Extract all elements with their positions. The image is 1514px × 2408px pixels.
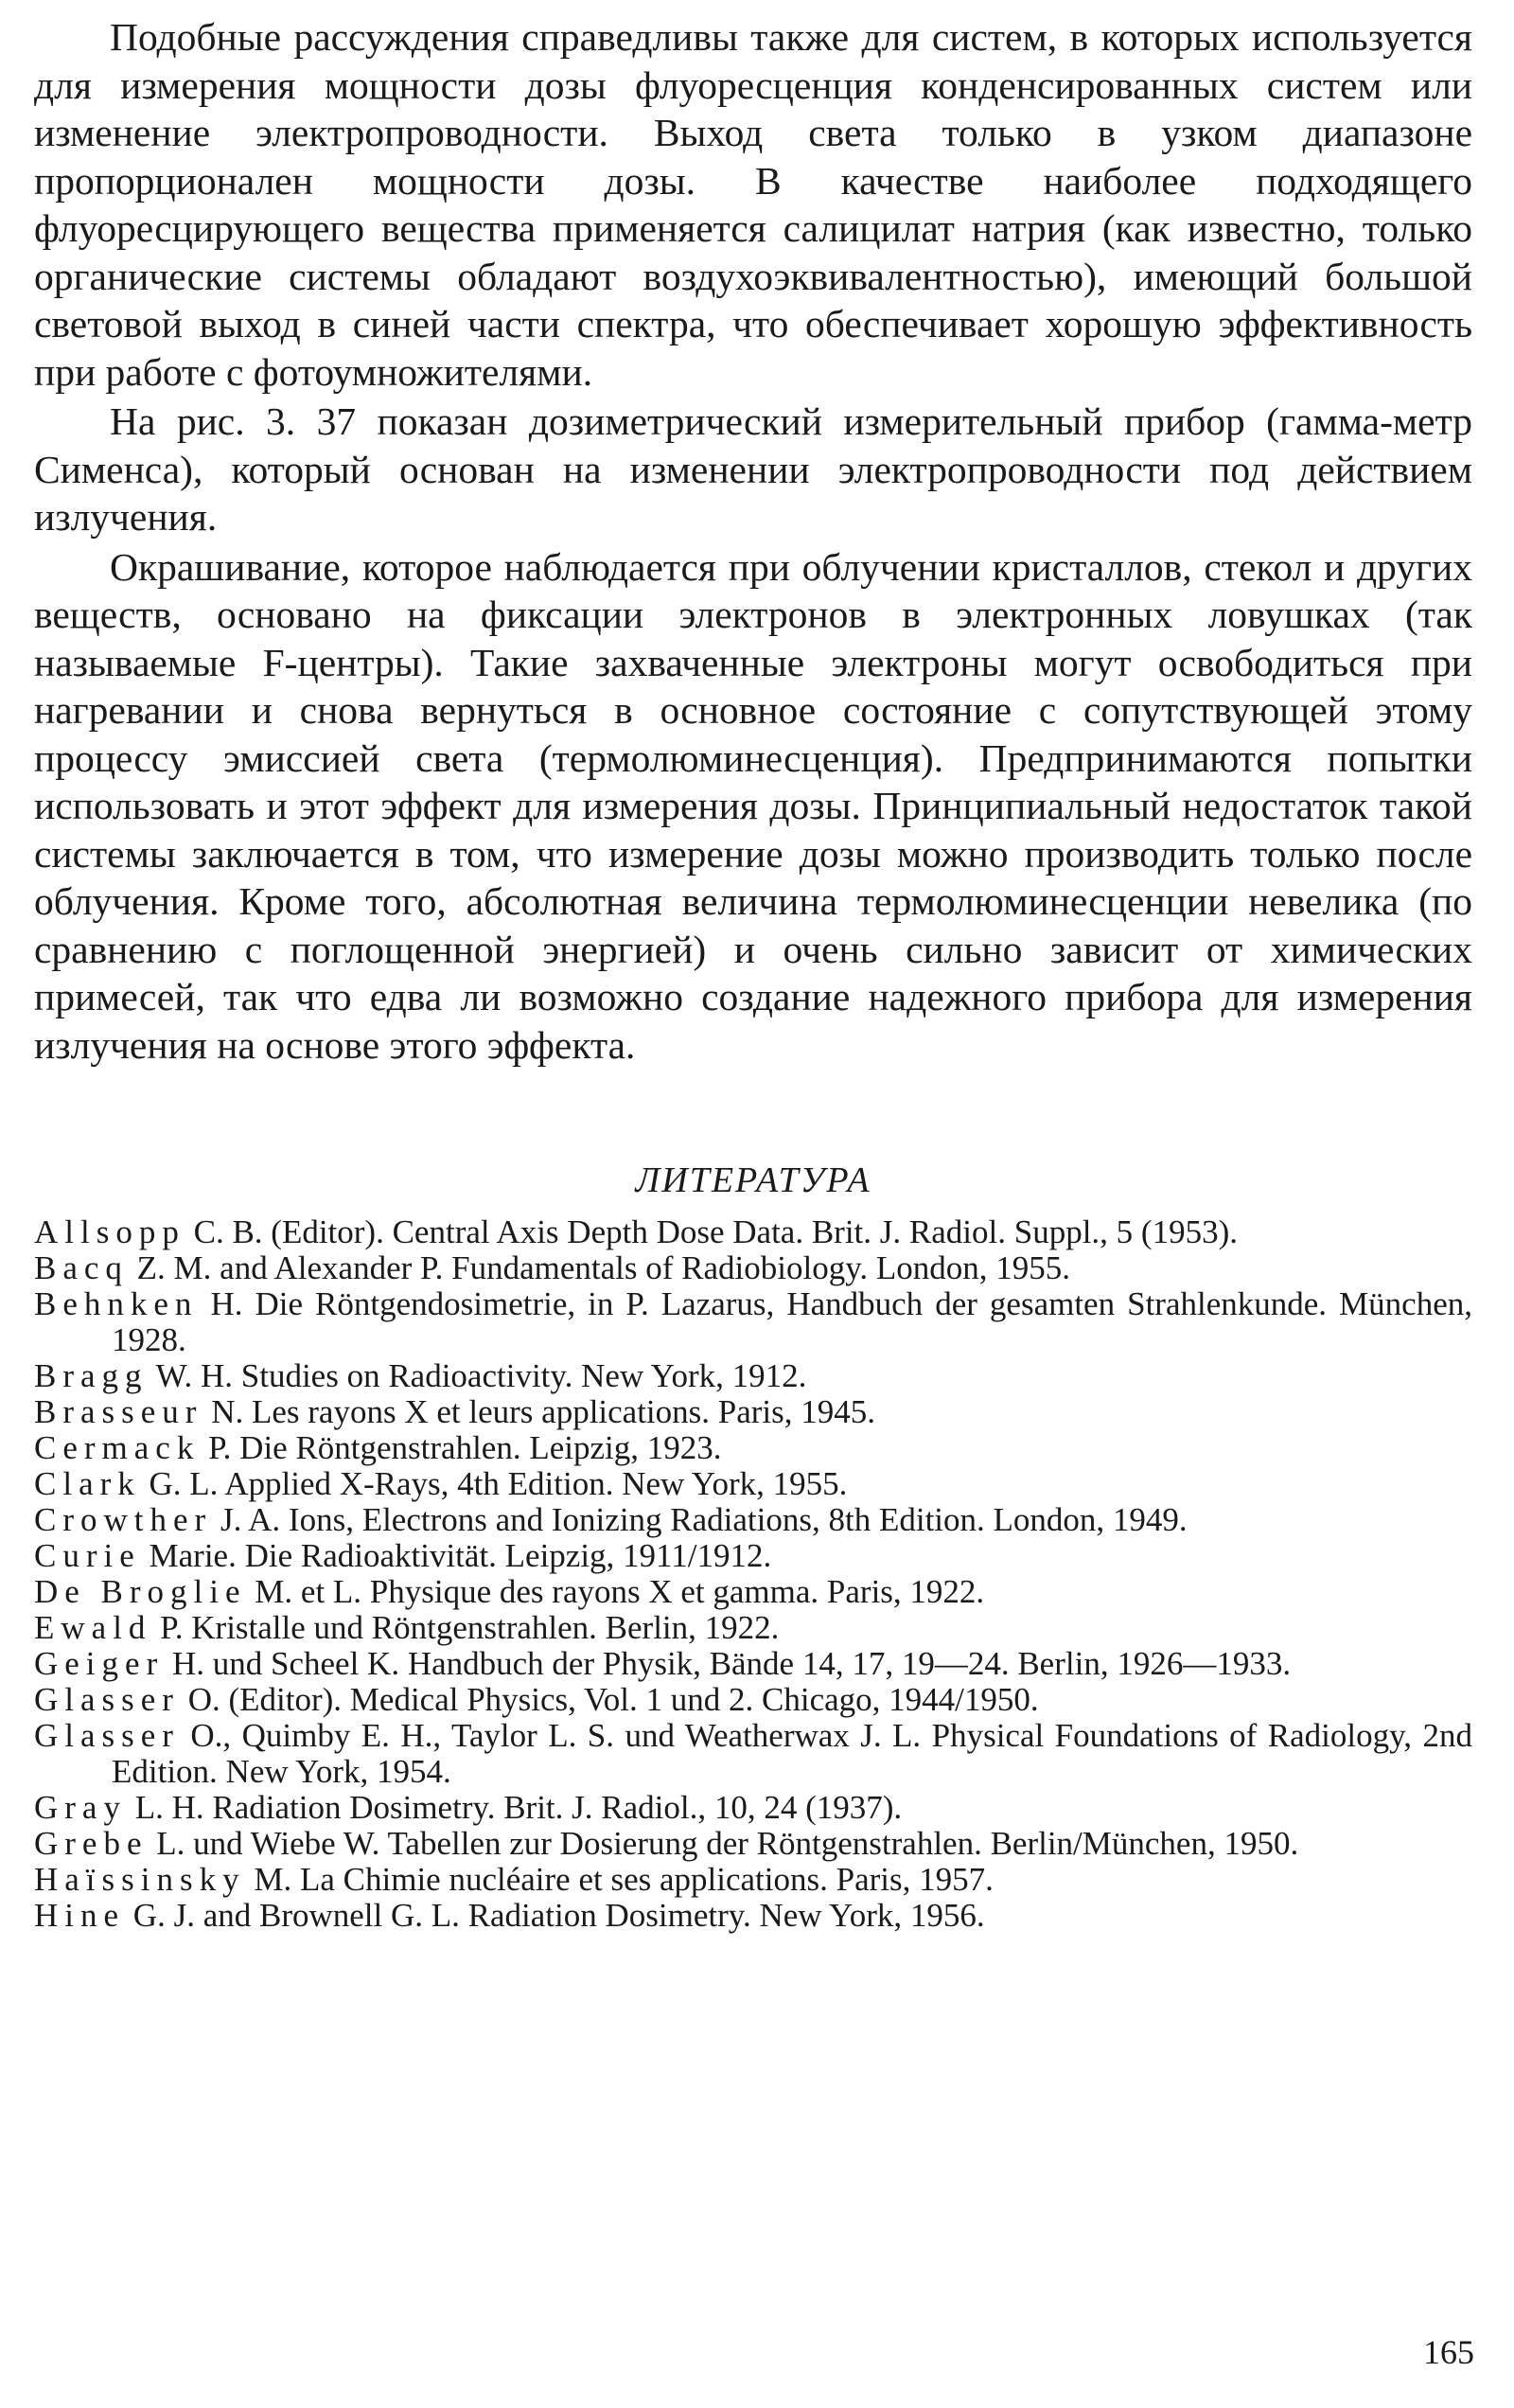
reference-author: Hine — [34, 1897, 126, 1934]
reference-item — [34, 1574, 1472, 1610]
reference-details: C. B. (Editor). Central Axis Depth Dose Data. Brit. J. Radiol. Suppl., 5 (1953). — [185, 1213, 1238, 1250]
reference-author: Glasser — [34, 1717, 180, 1754]
paragraph: Подобные рассуждения справедливы также для систем, в которых используется для измерения мощности дозы флуоресценция конденсированных систем или изменение электропроводности. Выход света только в узком диапазоне пропорционален мощности дозы. В качестве наиболее подходящего флуоресцирующего вещества применяется салицилат натрия (как известно, только органические системы обладают воздухоэквивалентностью), имеющий большой световой выход в синей части спектра, что обеспечивает хорошую эффективность при работе с фотоумножителями. — [34, 15, 1472, 394]
reference-details: H. und Scheel K. Handbuch der Physik, Bände 14, 17, 19—24. Berlin, 1926—1933. — [164, 1645, 1292, 1682]
reference-item — [34, 1250, 1472, 1286]
reference-details: Z. M. and Alexander P. Fundamentals of Radiobiology. London, 1955. — [128, 1249, 1071, 1286]
reference-author: Brasseur — [34, 1393, 203, 1430]
reference-details: P. Kristalle und Röntgenstrahlen. Berlin, 1922. — [151, 1609, 780, 1646]
reference-details: Marie. Die Radioaktivität. Leipzig, 1911/1912. — [140, 1537, 772, 1574]
reference-author: Behnken — [34, 1285, 199, 1322]
reference-item — [34, 1718, 1472, 1790]
book-page — [34, 13, 1472, 1934]
reference-item — [34, 1286, 1472, 1358]
reference-item — [34, 1862, 1472, 1898]
reference-item — [34, 1898, 1472, 1934]
reference-details: M. et L. Physique des rayons X et gamma. Paris, 1922. — [246, 1573, 985, 1610]
reference-item — [34, 1502, 1472, 1538]
reference-details: O., Quimby E. H., Taylor L. S. und Weatherwax J. L. Physical Foundations of Radiology, 2nd Edition. New York, 1954. — [112, 1717, 1472, 1790]
reference-details: N. Les rayons X et leurs applications. Paris, 1945. — [202, 1393, 876, 1430]
reference-author: Haïssinsky — [34, 1861, 246, 1898]
paragraph: На рис. 3. 37 показан дозиметрический измерительный прибор (гамма-метр Сименса), который основан на изменении электропроводности под действием излучения. — [34, 399, 1472, 539]
reference-item — [34, 1610, 1472, 1646]
reference-item — [34, 1394, 1472, 1430]
reference-details: M. La Chimie nucléaire et ses applications. Paris, 1957. — [245, 1861, 994, 1898]
reference-details: L. und Wiebe W. Tabellen zur Dosierung der Röntgenstrahlen. Berlin/München, 1950. — [148, 1825, 1299, 1862]
reference-details: J. A. Ions, Electrons and Ionizing Radiations, 8th Edition. London, 1949. — [212, 1501, 1188, 1538]
page-number: 165 — [1423, 2333, 1474, 2371]
reference-item — [34, 1682, 1472, 1718]
reference-author: De Broglie — [34, 1573, 247, 1610]
reference-item — [34, 1790, 1472, 1826]
reference-item — [34, 1358, 1472, 1394]
reference-details: W. H. Studies on Radioactivity. New York, 1912. — [148, 1357, 807, 1394]
reference-author: Crowther — [34, 1501, 213, 1538]
reference-details: G. L. Applied X-Rays, 4th Edition. New York, 1955. — [140, 1465, 848, 1502]
reference-details: G. J. and Brownell G. L. Radiation Dosimetry. New York, 1956. — [125, 1897, 985, 1934]
reference-author: Ewald — [34, 1609, 152, 1646]
reference-author: Clark — [34, 1465, 141, 1502]
reference-details: L. H. Radiation Dosimetry. Brit. J. Radiol., 10, 24 (1937). — [126, 1789, 903, 1826]
reference-details: P. Die Röntgenstrahlen. Leipzig, 1923. — [200, 1429, 722, 1466]
reference-item — [34, 1466, 1472, 1502]
reference-author: Bragg — [34, 1357, 149, 1394]
reference-author: Gray — [34, 1789, 127, 1826]
reference-list — [34, 1214, 1472, 1934]
reference-item — [34, 1826, 1472, 1862]
reference-details: H. Die Röntgendosimetrie, in P. Lazarus, Handbuch der gesamten Strahlenkunde. München, 1928. — [112, 1285, 1472, 1358]
reference-author: Curie — [34, 1537, 141, 1574]
reference-author: Cermack — [34, 1429, 201, 1466]
reference-item — [34, 1646, 1472, 1682]
body-text — [34, 13, 1472, 1069]
reference-author: Allsopp — [34, 1213, 185, 1250]
reference-author: Grebe — [34, 1825, 149, 1862]
reference-author: Glasser — [34, 1681, 180, 1718]
reference-item — [34, 1430, 1472, 1466]
reference-author: Geiger — [34, 1645, 165, 1682]
reference-item — [34, 1214, 1472, 1250]
reference-author: Bacq — [34, 1249, 129, 1286]
literature-heading: ЛИТЕРАТУРА — [635, 1160, 871, 1200]
paragraph: Окрашивание, которое наблюдается при облучении кристаллов, стекол и других веществ, основано на фиксации электронов в электронных ловушках (так называемые F-центры). Такие захваченные электроны могут освободиться при нагревании и снова вернуться в основное состояние с сопутствующей этому процессу эмиссией света (термолюминесценция). Предпринимаются попытки использовать и этот эффект для измерения дозы. Принципиальный недостаток такой системы заключается в том, что измерение дозы можно производить только после облучения. Кроме того, абсолютная величина термолюминесценции невелика (по сравнению с поглощенной энергией) и очень сильно зависит от химических примесей, так что едва ли возможно создание надежного прибора для измерения излучения на основе этого эффекта. — [34, 544, 1472, 1067]
reference-item — [34, 1538, 1472, 1574]
reference-details: O. (Editor). Medical Physics, Vol. 1 und 2. Chicago, 1944/1950. — [179, 1681, 1039, 1718]
